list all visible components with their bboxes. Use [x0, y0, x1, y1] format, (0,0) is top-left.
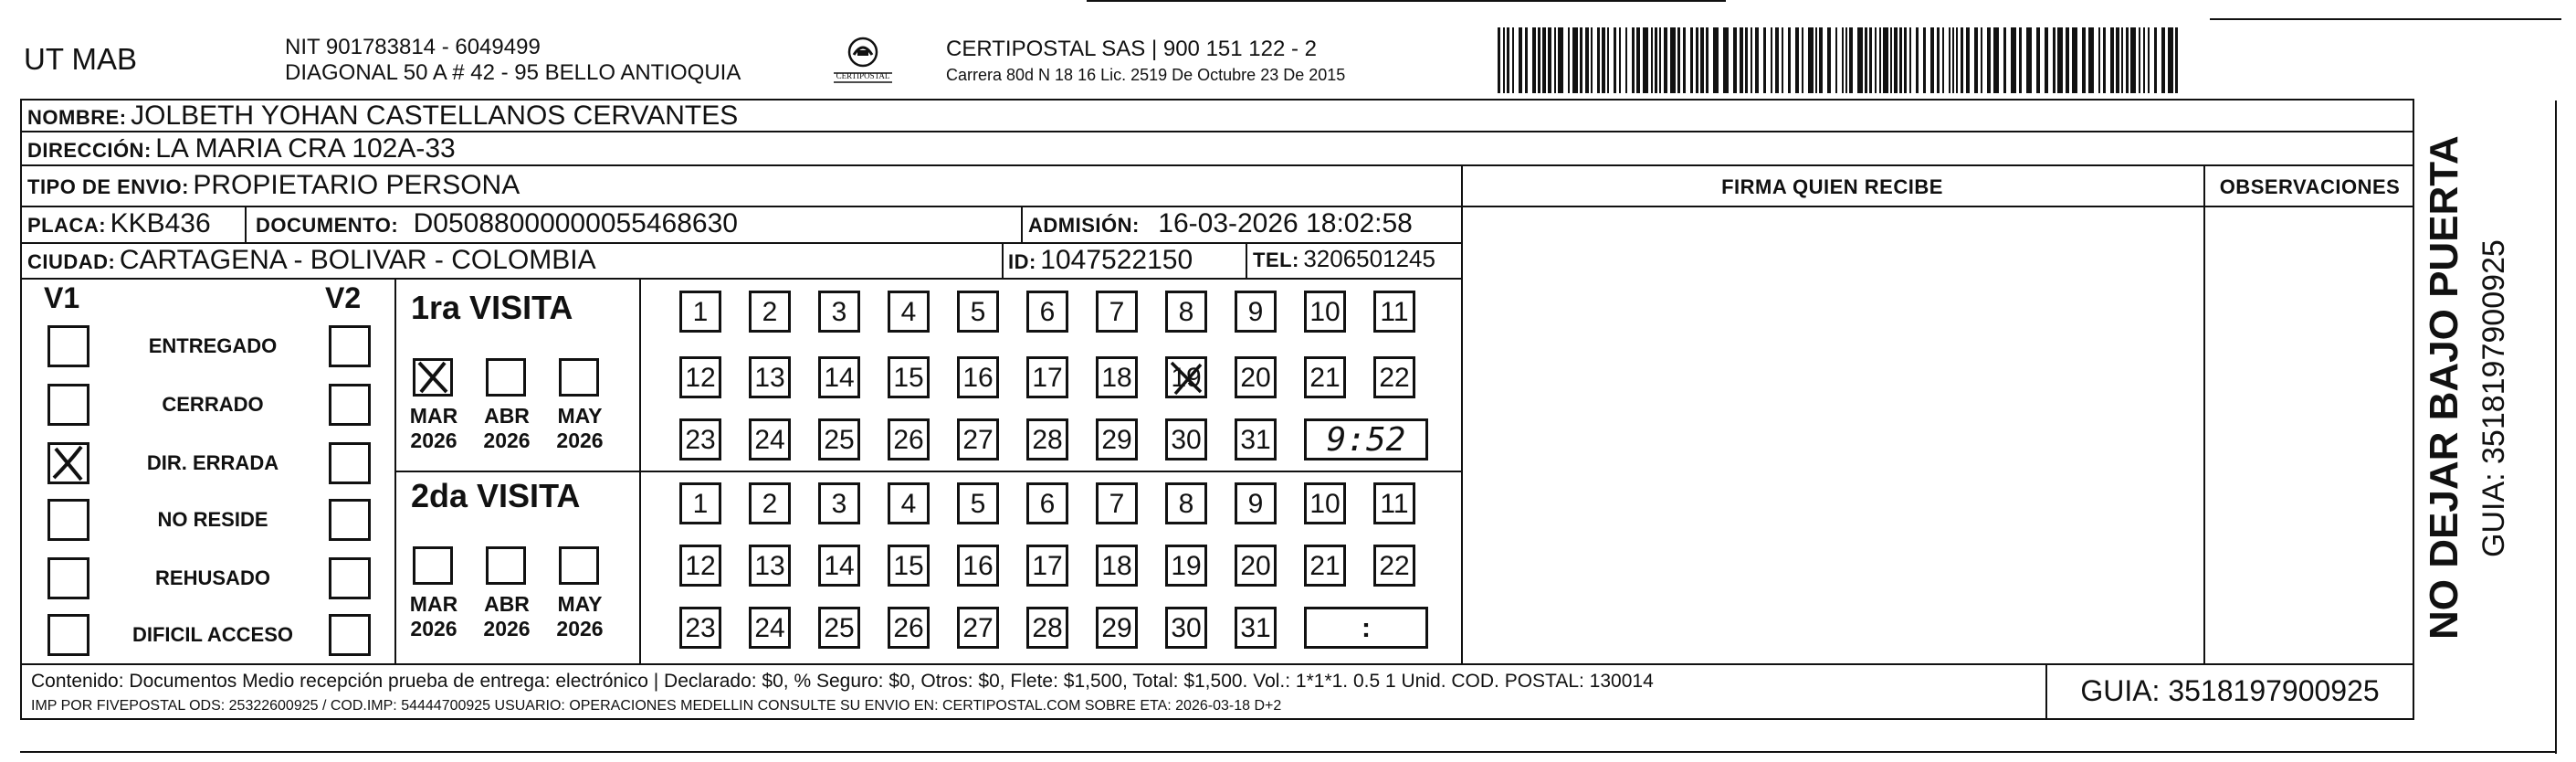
carrier-name: CERTIPOSTAL SAS | 900 151 122 - 2 [946, 37, 1317, 61]
tel-label: TEL: [1253, 249, 1299, 271]
visit2-month-checkbox[interactable] [486, 546, 526, 585]
visit2-month-checkbox[interactable] [413, 546, 453, 585]
visit2-day-cell[interactable]: 4 [888, 482, 930, 524]
visit2-day-cell[interactable]: 27 [957, 607, 999, 649]
visit1-day-cell[interactable]: 12 [679, 356, 721, 398]
visit2-day-cell[interactable]: 20 [1235, 545, 1277, 587]
placa-value: KKB436 [110, 208, 211, 238]
barcode [1498, 27, 2192, 93]
firma-header: FIRMA QUIEN RECIBE [1721, 175, 1943, 198]
ciudad-value: CARTAGENA - BOLIVAR - COLOMBIA [119, 245, 596, 275]
nombre-label: NOMBRE: [27, 106, 127, 129]
visit2-day-cell[interactable]: 29 [1096, 607, 1138, 649]
placa-label: PLACA: [27, 214, 107, 237]
visit1-day-cell[interactable]: 7 [1096, 291, 1138, 333]
observaciones-header: OBSERVACIONES [2219, 175, 2401, 198]
id-value: 1047522150 [1040, 245, 1193, 275]
visit1-day-cell[interactable]: 13 [749, 356, 791, 398]
tel-value: 3206501245 [1303, 245, 1435, 272]
direccion-value: LA MARIA CRA 102A-33 [155, 133, 456, 164]
tipo-value: PROPIETARIO PERSONA [193, 170, 520, 200]
visit1-day-cell[interactable]: 22 [1373, 356, 1415, 398]
visit1-day-cell[interactable]: 14 [818, 356, 860, 398]
v1-checkbox[interactable] [47, 614, 89, 656]
visit2-title: 2da VISITA [411, 477, 581, 514]
carrier-license: Carrera 80d N 18 16 Lic. 2519 De Octubre 23 De 2015 [946, 66, 1346, 84]
id-label: ID: [1008, 250, 1036, 273]
visit2-month-label: MAR 2026 [409, 592, 458, 640]
v2-checkbox[interactable] [329, 384, 371, 426]
visit1-day-cell[interactable]: 26 [888, 418, 930, 460]
ciudad-label: CIUDAD: [27, 250, 116, 273]
placa-cell [27, 208, 211, 239]
v2-header: V2 [325, 281, 362, 314]
visit1-day-cell[interactable]: 27 [957, 418, 999, 460]
visit1-day-cell[interactable]: 9 [1235, 291, 1277, 333]
visit1-day-cell[interactable]: 1 [679, 291, 721, 333]
id-cell [1008, 245, 1193, 276]
visit2-day-cell[interactable]: 19 [1165, 545, 1207, 587]
visit1-day-cell[interactable]: 15 [888, 356, 930, 398]
status-option-label: DIR. ERRADA [146, 451, 279, 474]
visit1-day-cell[interactable]: 2 [749, 291, 791, 333]
visit2-day-cell[interactable]: 30 [1165, 607, 1207, 649]
sender-address: DIAGONAL 50 A # 42 - 95 BELLO ANTIOQUIA [285, 60, 741, 85]
v1-checkbox[interactable] [47, 442, 89, 484]
visit2-day-cell[interactable]: 22 [1373, 545, 1415, 587]
tipo-label: TIPO DE ENVIO: [27, 175, 189, 198]
visit2-day-cell[interactable]: 25 [818, 607, 860, 649]
visit1-day-cell[interactable]: 8 [1165, 291, 1207, 333]
visit1-day-cell[interactable]: 11 [1373, 291, 1415, 333]
tel-cell [1253, 245, 1435, 273]
certipostal-logo: CERTIPOSTAL [817, 35, 909, 91]
footer-contents: Contenido: Documentos Medio recepción prueba de entrega: electrónico | Declarado: $0, % Seguro: $0, Otros: $0, Flete: $1,500, Total: $1,500. Vol.: 1*1*1. 0.5 1 Unid. COD. POSTAL: 130014 [31, 671, 1654, 692]
visit1-day-cell[interactable]: 23 [679, 418, 721, 460]
visit2-month-label: ABR 2026 [483, 592, 531, 640]
visit2-day-cell[interactable]: 15 [888, 545, 930, 587]
admision-cell [1028, 208, 1413, 239]
visit2-day-cell[interactable]: 5 [957, 482, 999, 524]
visit1-day-cell[interactable]: 20 [1235, 356, 1277, 398]
visit1-month-label: ABR 2026 [483, 404, 531, 452]
visit2-day-cell[interactable]: 9 [1235, 482, 1277, 524]
visit2-day-cell[interactable]: 24 [749, 607, 791, 649]
observations-area[interactable] [2207, 208, 2411, 660]
visit2-day-cell[interactable]: 6 [1026, 482, 1068, 524]
visit1-day-cell[interactable]: 4 [888, 291, 930, 333]
visit1-month-checkbox[interactable] [413, 358, 453, 397]
visit1-day-cell[interactable]: 10 [1304, 291, 1346, 333]
visit2-day-cell[interactable]: 12 [679, 545, 721, 587]
visit2-month-checkbox[interactable] [559, 546, 599, 585]
direccion-row [27, 133, 456, 164]
visit1-title: 1ra VISITA [411, 289, 573, 326]
visit1-day-cell[interactable]: 19 [1165, 356, 1207, 398]
visit2-day-cell[interactable]: 10 [1304, 482, 1346, 524]
visit2-day-cell[interactable]: 13 [749, 545, 791, 587]
documento-label: DOCUMENTO: [256, 214, 399, 237]
visit2-day-cell[interactable]: 23 [679, 607, 721, 649]
visit2-day-cell[interactable]: 16 [957, 545, 999, 587]
documento-cell [256, 208, 738, 239]
visit2-day-cell[interactable]: 14 [818, 545, 860, 587]
visit1-day-cell[interactable]: 30 [1165, 418, 1207, 460]
visit1-day-cell[interactable]: 31 [1235, 418, 1277, 460]
v1-checkbox[interactable] [47, 384, 89, 426]
visit2-day-cell[interactable]: 21 [1304, 545, 1346, 587]
visit2-day-cell[interactable]: 11 [1373, 482, 1415, 524]
v2-checkbox[interactable] [329, 499, 371, 541]
status-option-label: DIFICIL ACCESO [131, 623, 293, 646]
footer-guia: GUIA: 3518197900925 [2080, 674, 2380, 707]
company-name: UT MAB [24, 42, 138, 76]
side-guia: GUIA: 3518197900925 [2476, 239, 2511, 557]
visit1-day-cell[interactable]: 24 [749, 418, 791, 460]
status-option-label: NO RESIDE [157, 508, 268, 531]
nombre-value: JOLBETH YOHAN CASTELLANOS CERVANTES [131, 101, 739, 131]
visit2-day-cell[interactable]: 8 [1165, 482, 1207, 524]
v1-checkbox[interactable] [47, 557, 89, 599]
v2-checkbox[interactable] [329, 557, 371, 599]
visit1-day-cell[interactable]: 16 [957, 356, 999, 398]
visit2-day-cell[interactable]: 17 [1026, 545, 1068, 587]
status-option-label: CERRADO [162, 393, 264, 416]
visit1-day-cell[interactable]: 25 [818, 418, 860, 460]
admision-label: ADMISIÓN: [1028, 214, 1140, 237]
visit2-day-cell[interactable]: 28 [1026, 607, 1068, 649]
visit1-month-checkbox[interactable] [486, 358, 526, 397]
visit1-day-cell[interactable]: 5 [957, 291, 999, 333]
sender-nit: NIT 901783814 - 6049499 [285, 35, 541, 59]
visit1-month-label: MAY 2026 [556, 404, 604, 452]
visit1-day-cell[interactable]: 3 [818, 291, 860, 333]
v1-checkbox[interactable] [47, 499, 89, 541]
visit1-day-cell[interactable]: 17 [1026, 356, 1068, 398]
visit2-day-cell[interactable]: 26 [888, 607, 930, 649]
direccion-label: DIRECCIÓN: [27, 139, 152, 162]
visit1-month-label: MAR 2026 [409, 404, 458, 452]
visit2-month-label: MAY 2026 [556, 592, 604, 640]
visit1-day-cell[interactable]: 21 [1304, 356, 1346, 398]
documento-value: D05088000000055468630 [413, 208, 738, 238]
status-option-label: ENTREGADO [148, 334, 278, 357]
visit2-day-cell[interactable]: 3 [818, 482, 860, 524]
visit1-day-cell[interactable]: 28 [1026, 418, 1068, 460]
visit1-day-cell[interactable]: 18 [1096, 356, 1138, 398]
v2-checkbox[interactable] [329, 442, 371, 484]
admision-value: 16-03-2026 18:02:58 [1158, 208, 1413, 238]
footer-imp: IMP POR FIVEPOSTAL ODS: 25322600925 / COD.IMP: 54444700925 USUARIO: OPERACIONES MEDELLIN CONSULTE SU ENVIO EN: CERTIPOSTAL.COM SOBRE ETA: 2026-03-18 D+2 [31, 698, 1282, 714]
v1-header: V1 [44, 281, 80, 314]
nombre-row [27, 101, 738, 132]
visit1-day-cell[interactable]: 6 [1026, 291, 1068, 333]
visit2-day-cell[interactable]: 31 [1235, 607, 1277, 649]
visit2-day-cell[interactable]: 7 [1096, 482, 1138, 524]
visit1-month-checkbox[interactable] [559, 358, 599, 397]
ciudad-cell [27, 245, 596, 276]
visit2-time[interactable]: : [1304, 607, 1428, 649]
status-option-label: REHUSADO [155, 566, 270, 589]
visit1-time[interactable]: 9:52 [1304, 418, 1428, 460]
side-notice: NO DEJAR BAJO PUERTA [2422, 135, 2466, 640]
visit2-day-cell[interactable]: 1 [679, 482, 721, 524]
visit1-day-cell[interactable]: 29 [1096, 418, 1138, 460]
visit2-day-cell[interactable]: 2 [749, 482, 791, 524]
v2-checkbox[interactable] [329, 614, 371, 656]
tipo-row [27, 170, 520, 201]
visit2-day-cell[interactable]: 18 [1096, 545, 1138, 587]
v2-checkbox[interactable] [329, 325, 371, 367]
v1-checkbox[interactable] [47, 325, 89, 367]
signature-area[interactable] [1465, 208, 2200, 660]
